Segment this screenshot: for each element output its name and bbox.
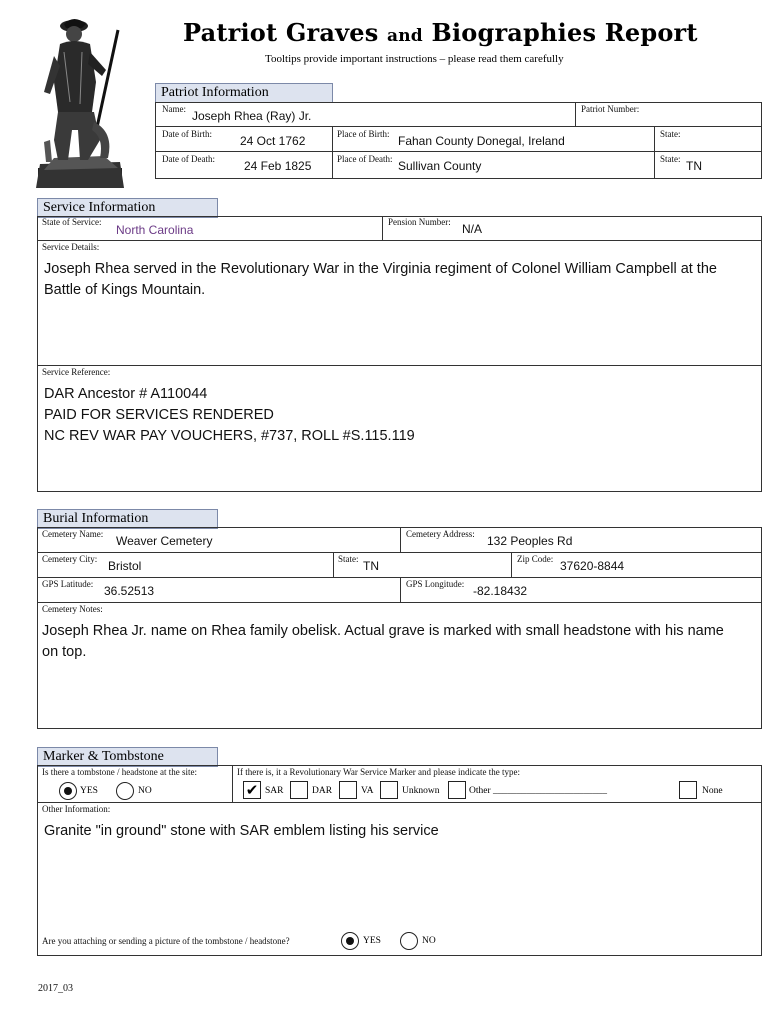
cemetery-notes-field[interactable]: Joseph Rhea Jr. name on Rhea family obelisk. Actual grave is marked with small headstone with his name on top.	[42, 623, 724, 660]
marker-dar-checkbox[interactable]	[290, 781, 308, 799]
pension-field[interactable]: N/A	[462, 222, 483, 236]
marker-sar-checkbox[interactable]: ✔	[243, 781, 261, 799]
burial-state-field[interactable]: TN	[363, 559, 379, 573]
picture-no-radio[interactable]	[400, 932, 418, 950]
marker-va-label: VA	[361, 786, 374, 796]
name-field[interactable]: Joseph Rhea (Ray) Jr.	[192, 109, 312, 123]
service-section-header: Service Information	[37, 198, 218, 218]
gps-longitude-field[interactable]: -82.18432	[473, 584, 528, 598]
tombstone-yes-label: YES	[80, 786, 98, 796]
dod-field[interactable]: 24 Feb 1825	[244, 159, 312, 173]
zip-field[interactable]: 37620-8844	[560, 559, 625, 573]
picture-question: Are you attaching or sending a picture of the tombstone / headstone?	[42, 936, 290, 946]
service-info-box	[37, 216, 762, 492]
pob-field[interactable]: Fahan County Donegal, Ireland	[398, 134, 565, 148]
service-details-field[interactable]: Joseph Rhea served in the Revolutionary War in the Virginia regiment of Colonel William Campbell at the Battle of Kings Mountain.	[44, 261, 717, 298]
patriot-section-header: Patriot Information	[155, 83, 333, 103]
reference-line: NC REV WAR PAY VOUCHERS, #737, ROLL #S.115.119	[44, 428, 415, 444]
state-death-label: State:	[660, 154, 681, 164]
other-information-field[interactable]: Granite "in ground" stone with SAR emblem listing his service	[44, 823, 439, 839]
form-version: 2017_03	[38, 983, 73, 994]
reference-line: DAR Ancestor # A110044	[44, 386, 208, 402]
picture-yes-radio[interactable]	[341, 932, 359, 950]
picture-yes-label: YES	[363, 936, 381, 946]
marker-other-checkbox[interactable]	[448, 781, 466, 799]
pension-label: Pension Number:	[388, 217, 451, 227]
title-and: and	[387, 26, 423, 46]
pob-label: Place of Birth:	[337, 129, 390, 139]
tombstone-no-radio[interactable]	[116, 782, 134, 800]
burial-section-header: Burial Information	[37, 509, 218, 529]
cemetery-notes-label: Cemetery Notes:	[42, 604, 103, 614]
tombstone-no-label: NO	[138, 786, 152, 796]
pod-field[interactable]: Sullivan County	[398, 159, 482, 173]
minuteman-logo	[34, 12, 126, 192]
cemetery-city-field[interactable]: Bristol	[108, 559, 142, 573]
marker-type-question: If there is, it a Revolutionary War Service Marker and please indicate the type:	[237, 767, 521, 777]
cemetery-city-label: Cemetery City:	[42, 554, 98, 564]
state-death-field[interactable]: TN	[686, 159, 702, 173]
service-state-label: State of Service:	[42, 217, 102, 227]
state-birth-label: State:	[660, 129, 681, 139]
gps-latitude-field[interactable]: 36.52513	[104, 584, 155, 598]
cemetery-name-label: Cemetery Name:	[42, 529, 104, 539]
dob-field[interactable]: 24 Oct 1762	[240, 134, 306, 148]
patriot-number-label: Patriot Number:	[581, 104, 640, 114]
cemetery-name-field[interactable]: Weaver Cemetery	[116, 534, 213, 548]
marker-section-header: Marker & Tombstone	[37, 747, 218, 767]
marker-unknown-label: Unknown	[402, 786, 440, 796]
name-label: Name:	[162, 104, 186, 114]
marker-va-checkbox[interactable]	[339, 781, 357, 799]
pod-label: Place of Death:	[337, 154, 393, 164]
picture-no-label: NO	[422, 936, 436, 946]
marker-dar-label: DAR	[312, 786, 333, 796]
tombstone-question: Is there a tombstone / headstone at the site:	[42, 767, 197, 777]
cemetery-address-label: Cemetery Address:	[406, 529, 475, 539]
service-details-label: Service Details:	[42, 242, 100, 252]
marker-none-checkbox[interactable]	[679, 781, 697, 799]
gps-latitude-label: GPS Latitude:	[42, 579, 94, 589]
marker-other-label: Other ________________________	[469, 786, 608, 796]
dob-label: Date of Birth:	[162, 129, 212, 139]
tombstone-yes-radio[interactable]	[59, 782, 77, 800]
dod-label: Date of Death:	[162, 154, 215, 164]
cemetery-address-field[interactable]: 132 Peoples Rd	[487, 534, 573, 548]
service-reference-field[interactable]	[44, 384, 744, 447]
burial-state-label: State:	[338, 554, 359, 564]
reference-line: PAID FOR SERVICES RENDERED	[44, 407, 274, 423]
zip-label: Zip Code:	[517, 554, 554, 564]
service-state-field[interactable]: North Carolina	[116, 223, 194, 237]
title-part2: Biographies Report	[431, 18, 698, 47]
marker-sar-label: SAR	[265, 786, 284, 796]
title-part1: Patriot Graves	[183, 18, 379, 47]
subtitle: Tooltips provide important instructions – please read them carefully	[265, 53, 564, 65]
service-reference-label: Service Reference:	[42, 367, 111, 377]
marker-none-label: None	[702, 786, 723, 796]
other-information-label: Other Information:	[42, 804, 111, 814]
marker-unknown-checkbox[interactable]	[380, 781, 398, 799]
gps-longitude-label: GPS Longitude:	[406, 579, 465, 589]
report-title	[183, 18, 698, 47]
